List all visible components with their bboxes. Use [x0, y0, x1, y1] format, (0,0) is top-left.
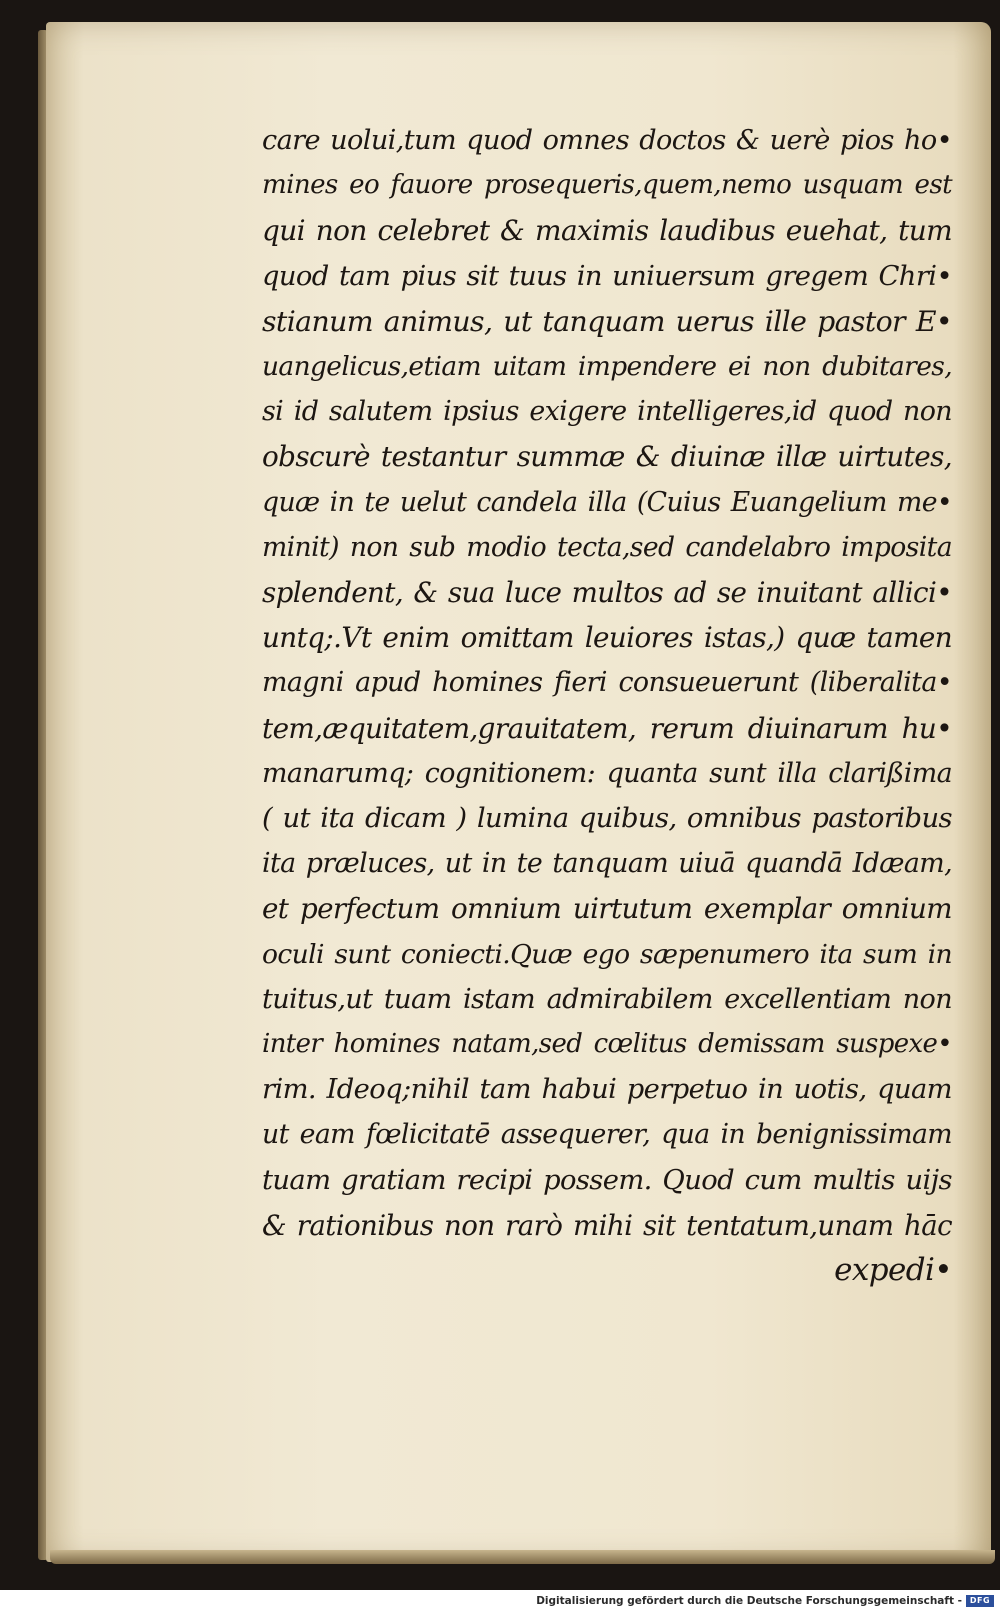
text-line: uangelicus,etiam uitam impendere ei non dubitares,: [262, 351, 952, 383]
text-line: quod tam pius sit tuus in uniuersum gregem Chri•: [262, 260, 952, 292]
text-line: magni apud homines fieri consueuerunt (liberalita•: [262, 667, 952, 699]
text-line: stianum animus, ut tanquam uerus ille pastor E•: [262, 304, 952, 338]
text-line: splendent, & sua luce multos ad se inuitant allici•: [262, 576, 952, 610]
text-line: minit) non sub modio tecta,sed candelabro imposita: [262, 531, 952, 563]
text-line: untq;.Vt enim omittam leuiores istas,) quæ tamen: [262, 621, 952, 655]
text-line: ut eam fœlicitatē assequerer, qua in benignissimam: [262, 1119, 952, 1151]
text-line: inter homines natam,sed cœlitus demissam suspexe•: [262, 1029, 952, 1060]
text-line: ita præluces, ut in te tanquam uiuā quandā Idæam,: [262, 848, 952, 880]
text-line: obscurè testantur summæ & diuinæ illæ uirtutes,: [262, 440, 952, 474]
text-line: quæ in te uelut candela illa (Cuius Euangelium me•: [262, 486, 952, 518]
dfg-logo: DFG: [966, 1595, 994, 1607]
text-line: manarumq; cognitionem: quanta sunt illa clarißima: [262, 757, 952, 789]
page-edge-bottom: [50, 1550, 995, 1564]
text-line: qui non celebret & maximis laudibus euehat, tum: [262, 214, 952, 248]
text-line: oculi sunt coniecti.Quæ ego sæpenumero ita sum in: [262, 938, 952, 970]
text-line: si id salutem ipsius exigere intelligeres,id quod non: [262, 396, 952, 428]
footer-credit: Digitalisierung gefördert durch die Deutsche Forschungsgemeinschaft -: [536, 1595, 962, 1607]
text-line: & rationibus non rarò mihi sit tentatum,unam hāc: [262, 1208, 952, 1242]
catchword: expedi•: [834, 1252, 952, 1289]
text-line: mines eo fauore prosequeris,quem,nemo usquam est: [262, 170, 952, 201]
text-line: tem,æquitatem,grauitatem, rerum diuinarum hu•: [262, 711, 952, 745]
text-line: rim. Ideoq;nihil tam habui perpetuo in uotis, quam: [262, 1074, 952, 1106]
text-line: tuam gratiam recipi possem. Quod cum multis uijs: [262, 1164, 952, 1196]
footer-bar: [0, 1592, 1000, 1612]
body-text: [262, 118, 952, 1293]
text-line: ( ut ita dicam ) lumina quibus, omnibus pastoribus: [262, 803, 952, 835]
text-line: care uolui,tum quod omnes doctos & uerè pios ho•: [262, 125, 952, 156]
text-line: tuitus,ut tuam istam admirabilem excellentiam non: [262, 983, 952, 1015]
text-line: et perfectum omnium uirtutum exemplar omnium: [262, 892, 952, 926]
